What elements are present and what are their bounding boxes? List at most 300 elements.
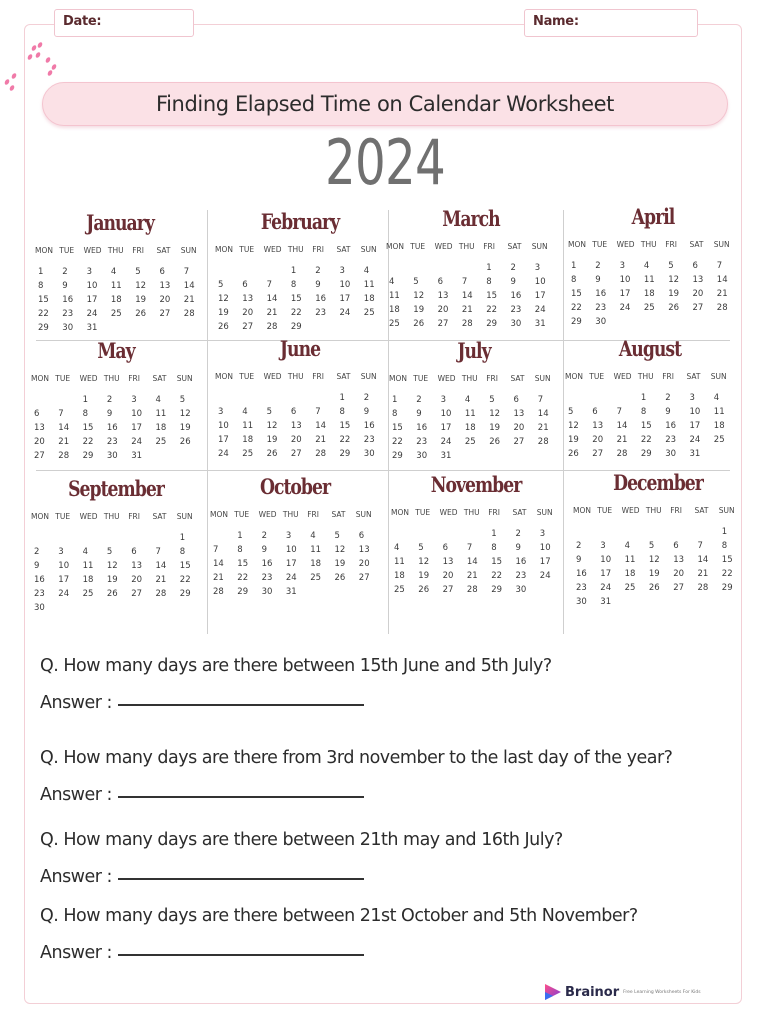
day-cell: 16: [665, 421, 677, 431]
day-header: FRI: [488, 508, 500, 517]
day-cell: 15: [721, 555, 733, 565]
day-cell: 18: [713, 421, 725, 431]
month-august: [565, 334, 735, 461]
day-cell: 9: [665, 407, 671, 417]
day-header: WED: [621, 506, 640, 515]
day-header: THU: [637, 372, 654, 381]
day-cell: 14: [461, 291, 473, 301]
day-cell: 6: [592, 407, 598, 417]
day-cell: 22: [339, 435, 351, 445]
day-cell: 7: [461, 277, 468, 287]
day-cell: 9: [363, 407, 370, 417]
day-header: SUN: [176, 374, 193, 383]
answer-input[interactable]: [118, 878, 364, 880]
blank-cell: [589, 391, 613, 405]
day-cell: 21: [58, 437, 70, 447]
day-header: FRI: [312, 245, 324, 254]
day-cell: 22: [721, 569, 733, 579]
day-cell: 29: [640, 449, 652, 459]
day-header: MON: [31, 374, 49, 383]
day-cell: 20: [673, 569, 685, 579]
day-header: SUN: [713, 240, 730, 249]
day-cell: 13: [34, 423, 45, 433]
day-header: SUN: [718, 506, 735, 515]
day-header: FRI: [483, 242, 495, 251]
day-cell: 4: [82, 547, 89, 557]
answer-label: Answer :: [40, 943, 112, 963]
day-header: TUE: [239, 372, 255, 381]
day-cell: 22: [38, 309, 49, 319]
day-cell: 14: [213, 559, 224, 569]
day-cell: 27: [159, 309, 171, 319]
day-cell: 8: [571, 275, 577, 285]
month-name: June: [279, 336, 321, 361]
day-cell: 10: [689, 407, 701, 417]
day-cell: 4: [643, 261, 650, 271]
date-field[interactable]: [54, 9, 194, 37]
day-cell: 28: [466, 585, 478, 595]
month-grid: [210, 508, 380, 599]
day-cell: 2: [363, 393, 370, 403]
day-cell: 7: [716, 261, 723, 271]
day-header: THU: [640, 240, 657, 249]
day-cell: 19: [179, 423, 191, 433]
day-cell: 15: [491, 557, 503, 567]
day-header: SAT: [336, 245, 351, 254]
day-header: THU: [103, 512, 120, 521]
day-cell: 6: [131, 547, 137, 557]
day-cell: 9: [315, 280, 321, 290]
day-cell: 27: [290, 449, 302, 459]
day-cell: 8: [179, 547, 186, 557]
day-cell: 24: [285, 573, 297, 583]
month-name: November: [430, 472, 522, 497]
day-header: MON: [565, 372, 583, 381]
day-cell: 19: [218, 308, 229, 318]
question-3: [40, 830, 563, 850]
month-january: [35, 208, 205, 335]
blank-cell: [391, 527, 415, 541]
day-cell: 4: [713, 393, 720, 403]
day-cell: 3: [339, 266, 345, 276]
day-cell: 26: [106, 589, 118, 599]
month-grid: [31, 510, 201, 615]
day-cell: 11: [464, 409, 476, 419]
day-cell: 31: [600, 597, 612, 607]
day-header: SAT: [152, 512, 167, 521]
day-cell: 5: [106, 547, 113, 557]
day-cell: 4: [624, 541, 631, 551]
day-cell: 1: [339, 393, 345, 403]
month-name: July: [457, 338, 491, 363]
day-cell: 27: [442, 585, 454, 595]
month-october: [210, 472, 380, 599]
day-cell: 12: [106, 561, 118, 571]
day-header: SUN: [176, 512, 193, 521]
day-cell: 31: [285, 587, 297, 597]
day-cell: 5: [266, 407, 273, 417]
day-cell: 1: [290, 266, 297, 276]
day-header: TUE: [592, 240, 608, 249]
day-cell: 15: [339, 421, 351, 431]
day-header: WED: [616, 240, 635, 249]
day-header: MON: [386, 242, 404, 251]
day-header: TUE: [59, 246, 75, 255]
day-cell: 17: [339, 294, 351, 304]
day-cell: 25: [643, 303, 655, 313]
blank-cell: [597, 525, 621, 539]
day-cell: 17: [131, 423, 143, 433]
day-cell: 29: [179, 589, 191, 599]
day-header: TUE: [410, 242, 426, 251]
blank-cell: [80, 531, 104, 545]
day-cell: 10: [440, 409, 452, 419]
month-name: October: [259, 474, 331, 499]
day-cell: 12: [135, 281, 147, 291]
month-grid: [573, 504, 743, 609]
day-cell: 9: [595, 275, 601, 285]
day-cell: 19: [334, 559, 346, 569]
answer-line-4[interactable]: [40, 943, 364, 963]
day-cell: 27: [673, 583, 685, 593]
day-cell: 14: [315, 421, 327, 431]
day-header: SAT: [152, 374, 167, 383]
day-cell: 18: [464, 423, 476, 433]
name-field[interactable]: [524, 9, 698, 37]
day-cell: 15: [179, 561, 191, 571]
day-cell: 5: [218, 280, 224, 290]
day-cell: 25: [110, 309, 122, 319]
day-cell: 23: [261, 573, 273, 583]
day-cell: 27: [131, 589, 143, 599]
day-cell: 31: [534, 319, 546, 329]
day-cell: 20: [242, 308, 254, 318]
blank-cell: [264, 391, 288, 405]
day-cell: 3: [285, 531, 292, 541]
day-cell: 24: [218, 449, 229, 459]
day-header: THU: [463, 508, 480, 517]
name-label: Name:: [533, 14, 579, 29]
day-header: WED: [79, 512, 98, 521]
day-cell: 26: [489, 437, 501, 447]
day-cell: 13: [692, 275, 704, 285]
day-cell: 13: [290, 421, 302, 431]
day-cell: 14: [466, 557, 478, 567]
day-cell: 7: [266, 280, 273, 290]
day-cell: 16: [515, 557, 527, 567]
month-december: [573, 468, 743, 609]
day-cell: 11: [82, 561, 94, 571]
day-cell: 2: [510, 263, 516, 273]
day-header: WED: [263, 372, 282, 381]
day-cell: 12: [334, 545, 346, 555]
day-cell: 3: [86, 267, 93, 277]
day-cell: 9: [510, 277, 516, 287]
day-cell: 23: [62, 309, 74, 319]
day-cell: 29: [38, 323, 49, 333]
day-cell: 10: [86, 281, 98, 291]
day-cell: 26: [266, 449, 278, 459]
day-header: MON: [391, 508, 409, 517]
day-header: FRI: [670, 506, 682, 515]
day-cell: 2: [416, 395, 422, 405]
day-cell: 17: [218, 435, 229, 445]
day-cell: 23: [315, 308, 327, 318]
day-cell: 26: [179, 437, 191, 447]
day-cell: 25: [363, 308, 375, 318]
day-cell: 19: [135, 295, 147, 305]
day-cell: 10: [600, 555, 612, 565]
month-name: February: [260, 209, 340, 234]
day-cell: 24: [58, 589, 70, 599]
question-2: [40, 748, 672, 768]
day-cell: 3: [218, 407, 224, 417]
day-cell: 19: [266, 435, 278, 445]
day-cell: 11: [155, 409, 167, 419]
day-cell: 4: [242, 407, 248, 417]
blank-cell: [670, 525, 694, 539]
day-cell: 14: [697, 555, 709, 565]
day-cell: 30: [363, 449, 375, 459]
day-cell: 15: [640, 421, 652, 431]
blank-cell: [646, 525, 670, 539]
day-cell: 7: [466, 543, 473, 553]
day-header: THU: [287, 245, 304, 254]
day-cell: 20: [442, 571, 454, 581]
day-cell: 11: [624, 555, 636, 565]
day-cell: 4: [464, 395, 471, 405]
day-cell: 8: [721, 541, 728, 551]
answer-label: Answer :: [40, 785, 112, 805]
day-cell: 14: [616, 421, 628, 431]
blank-cell: [239, 391, 263, 405]
blank-cell: [215, 391, 239, 405]
day-cell: 22: [491, 571, 503, 581]
blank-cell: [264, 264, 288, 278]
day-header: TUE: [55, 374, 71, 383]
answer-input[interactable]: [118, 704, 364, 706]
day-cell: 19: [413, 305, 425, 315]
day-cell: 15: [486, 291, 498, 301]
day-cell: 8: [38, 281, 44, 291]
day-cell: 7: [616, 407, 623, 417]
day-header: WED: [83, 246, 102, 255]
question-4: [40, 906, 638, 926]
day-cell: 15: [290, 294, 302, 304]
day-cell: 21: [461, 305, 473, 315]
day-cell: 28: [213, 587, 224, 597]
day-cell: 13: [442, 557, 454, 567]
blank-cell: [55, 531, 79, 545]
day-cell: 6: [290, 407, 297, 417]
day-cell: 22: [392, 437, 403, 447]
month-june: [215, 334, 385, 461]
day-cell: 12: [179, 409, 191, 419]
day-cell: 25: [155, 437, 167, 447]
day-cell: 17: [285, 559, 297, 569]
day-cell: 29: [339, 449, 351, 459]
day-cell: 14: [266, 294, 278, 304]
day-cell: 10: [339, 280, 351, 290]
day-cell: 6: [673, 541, 679, 551]
day-cell: 26: [135, 309, 147, 319]
day-cell: 6: [437, 277, 444, 287]
day-cell: 16: [510, 291, 522, 301]
day-cell: 6: [513, 395, 519, 405]
day-cell: 16: [34, 575, 45, 585]
day-cell: 27: [34, 451, 45, 461]
day-cell: 17: [58, 575, 70, 585]
day-cell: 6: [692, 261, 698, 271]
day-cell: 18: [110, 295, 122, 305]
day-header: WED: [613, 372, 632, 381]
day-cell: 23: [595, 303, 607, 313]
day-cell: 28: [461, 319, 473, 329]
answer-line-3[interactable]: [40, 867, 364, 887]
answer-line-2[interactable]: [40, 785, 364, 805]
day-header: TUE: [413, 374, 429, 383]
day-header: WED: [258, 510, 277, 519]
day-cell: 1: [491, 529, 497, 539]
day-header: MON: [215, 372, 233, 381]
month-march: [386, 204, 556, 331]
day-cell: 30: [106, 451, 118, 461]
day-cell: 1: [237, 531, 243, 541]
blank-cell: [415, 527, 439, 541]
day-cell: 8: [290, 280, 297, 290]
day-cell: 6: [442, 543, 449, 553]
day-cell: 20: [34, 437, 45, 447]
day-cell: 20: [592, 435, 604, 445]
day-cell: 17: [689, 421, 701, 431]
answer-label: Answer :: [40, 867, 112, 887]
day-cell: 30: [515, 585, 527, 595]
day-cell: 20: [159, 295, 171, 305]
blank-cell: [215, 264, 239, 278]
day-cell: 2: [515, 529, 521, 539]
day-cell: 23: [510, 305, 522, 315]
month-july: [389, 336, 559, 463]
day-cell: 9: [576, 555, 582, 565]
question-text: Q. How many days are there between 15th June and 5th July?: [40, 656, 552, 676]
month-grid: [35, 244, 205, 335]
answer-input[interactable]: [118, 796, 364, 798]
day-cell: 24: [539, 571, 551, 581]
day-cell: 30: [62, 323, 74, 333]
day-cell: 13: [513, 409, 525, 419]
day-cell: 12: [413, 291, 425, 301]
day-header: TUE: [415, 508, 431, 517]
day-header: MON: [389, 374, 407, 383]
day-cell: 14: [537, 409, 549, 419]
day-cell: 12: [266, 421, 278, 431]
day-cell: 24: [534, 305, 546, 315]
day-cell: 27: [358, 573, 370, 583]
day-header: SUN: [531, 242, 548, 251]
blank-cell: [573, 525, 597, 539]
day-cell: 18: [82, 575, 94, 585]
day-cell: 3: [534, 263, 541, 273]
month-april: [568, 202, 738, 329]
day-header: SUN: [180, 246, 197, 255]
day-cell: 20: [290, 435, 302, 445]
day-cell: 30: [261, 587, 273, 597]
day-header: FRI: [312, 372, 324, 381]
day-cell: 1: [179, 533, 186, 543]
day-cell: 14: [155, 561, 167, 571]
divider-vertical: [207, 210, 208, 634]
day-cell: 11: [643, 275, 655, 285]
day-cell: 28: [616, 449, 628, 459]
day-cell: 3: [440, 395, 447, 405]
day-cell: 20: [131, 575, 143, 585]
blank-cell: [694, 525, 718, 539]
day-header: SAT: [686, 372, 701, 381]
day-header: TUE: [597, 506, 613, 515]
day-header: MON: [31, 512, 49, 521]
day-cell: 20: [513, 423, 525, 433]
answer-input[interactable]: [118, 954, 364, 956]
day-header: SAT: [512, 508, 527, 517]
answer-line-1[interactable]: [40, 693, 364, 713]
day-cell: 15: [392, 423, 403, 433]
day-cell: 30: [510, 319, 522, 329]
blank-cell: [288, 391, 312, 405]
day-cell: 8: [491, 543, 497, 553]
day-cell: 3: [58, 547, 64, 557]
day-cell: 6: [159, 267, 165, 277]
blank-cell: [622, 525, 646, 539]
month-november: [391, 470, 561, 597]
day-cell: 16: [595, 289, 607, 299]
day-cell: 4: [310, 531, 316, 541]
day-cell: 2: [315, 266, 321, 276]
day-cell: 12: [648, 555, 660, 565]
day-cell: 17: [539, 557, 551, 567]
day-cell: 12: [668, 275, 680, 285]
day-cell: 18: [643, 289, 655, 299]
day-cell: 10: [131, 409, 143, 419]
day-cell: 2: [106, 395, 113, 405]
day-header: THU: [103, 374, 120, 383]
day-cell: 22: [179, 575, 191, 585]
day-header: TUE: [234, 510, 250, 519]
day-cell: 8: [392, 409, 398, 419]
day-cell: 13: [437, 291, 449, 301]
day-header: SAT: [689, 240, 704, 249]
day-cell: 5: [179, 395, 186, 405]
day-header: MON: [210, 510, 228, 519]
day-header: FRI: [128, 512, 140, 521]
month-september: [31, 474, 201, 615]
day-cell: 22: [571, 303, 582, 313]
day-cell: 24: [339, 308, 351, 318]
day-cell: 13: [131, 561, 143, 571]
blank-cell: [210, 529, 234, 543]
day-cell: 27: [692, 303, 704, 313]
day-header: FRI: [486, 374, 498, 383]
blank-cell: [386, 261, 410, 275]
day-cell: 1: [571, 261, 577, 271]
blank-cell: [459, 261, 483, 275]
day-cell: 20: [692, 289, 704, 299]
day-header: WED: [79, 374, 98, 383]
day-cell: 29: [237, 587, 249, 597]
day-cell: 26: [334, 573, 346, 583]
day-cell: 29: [392, 451, 403, 461]
day-cell: 1: [38, 267, 44, 277]
day-cell: 19: [106, 575, 118, 585]
